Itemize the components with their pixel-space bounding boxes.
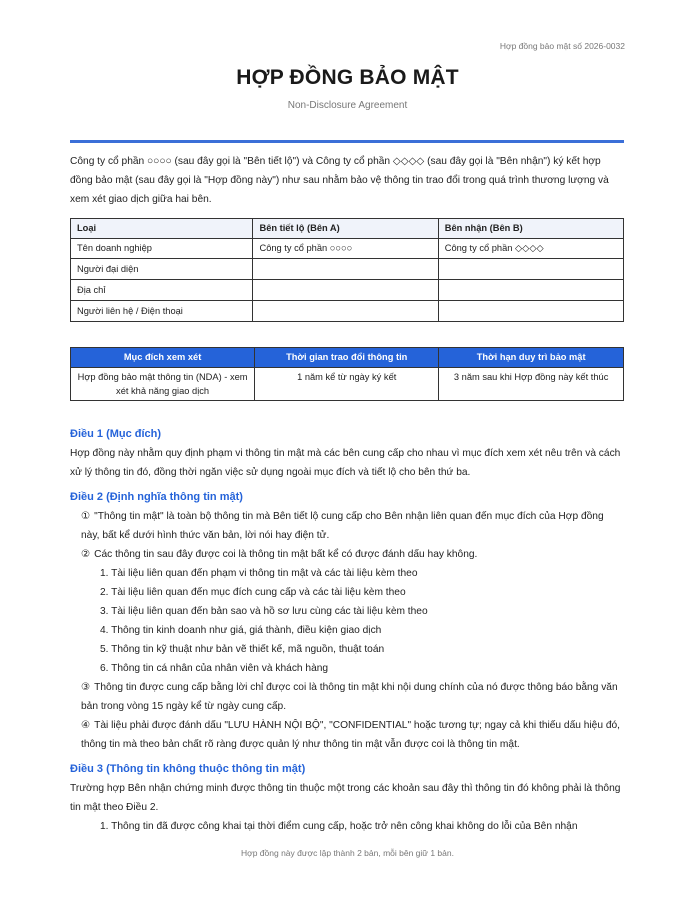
list-item: 1. Tài liệu liên quan đến phạm vi thông tin mật và các tài liệu kèm theo [100, 568, 418, 579]
table-row [71, 301, 624, 322]
clause-number: ③ [81, 682, 91, 693]
table-cell [253, 301, 438, 322]
article-2-clause-2 [70, 545, 624, 564]
table-header-row [71, 348, 624, 368]
table-cell [253, 280, 438, 301]
clause-text: Thông tin được cung cấp bằng lời chỉ được coi là thông tin mật khi nội dung chính của nó được thông báo bằng văn bản trong vòng 15 ngày kể từ ngày cung cấp. [81, 682, 618, 712]
document-number: Hợp đồng bảo mật số 2026-0032 [499, 41, 625, 51]
intro-paragraph: Công ty cổ phần ○○○○ (sau đây gọi là "Bên tiết lộ") và Công ty cổ phần ◇◇◇◇ (sau đây gọi là "Bên nhận") ký kết hợp đồng bảo mật (sau đây gọi là "Hợp đồng này") như sau nhằm bảo vệ thông tin trao đổi trong quá trình thương lượng và xem xét giao dịch giữa hai bên. [70, 156, 609, 205]
list-item: 4. Thông tin kinh doanh như giá, giá thành, điều kiện giao dịch [100, 625, 382, 636]
table-row [71, 259, 624, 280]
header-cell: Mục đích xem xét [71, 348, 255, 368]
clause-number: ① [81, 511, 91, 522]
clause-text: Tài liệu phải được đánh dấu "LƯU HÀNH NỘI BỘ", "CONFIDENTIAL" hoặc tương tự; ngay cả khi thiếu dấu hiệu đó, thông tin mà theo bản chất rõ ràng được quản lý như thông tin mật vẫn được coi là thông tin mật. [81, 720, 620, 750]
table-cell: 1 năm kể từ ngày ký kết [255, 368, 439, 401]
table-cell: Công ty cổ phần ◇◇◇◇ [438, 239, 623, 259]
table-cell [253, 259, 438, 280]
header-cell: Loại [71, 219, 253, 239]
article-2-clause-3 [70, 678, 624, 716]
table-cell: Tên doanh nghiệp [71, 239, 253, 259]
list-item: 6. Thông tin cá nhân của nhân viên và khách hàng [100, 663, 329, 674]
list-item: 5. Thông tin kỹ thuật như bản vẽ thiết kế, mã nguồn, thuật toán [100, 644, 385, 655]
article-1-text: Hợp đồng này nhằm quy định phạm vi thông tin mật mà các bên cung cấp cho nhau vì mục đích xem xét nêu trên và cách xử lý thông tin đó, đồng thời ngăn việc sử dụng ngoài mục đích và tiết lộ cho bên thứ ba. [70, 448, 621, 478]
article-2-clause-4 [70, 716, 624, 754]
header-cell: Bên tiết lộ (Bên A) [253, 219, 438, 239]
clause-text: "Thông tin mật" là toàn bộ thông tin mà Bên tiết lộ cung cấp cho Bên nhận liên quan đến mục đích của Hợp đồng này, bất kể dưới hình thức văn bản, lời nói hay điện tử. [81, 511, 604, 541]
table-cell [438, 280, 623, 301]
article-2-list [70, 564, 624, 678]
list-item: 2. Tài liệu liên quan đến mục đích cung cấp và các tài liệu kèm theo [100, 587, 406, 598]
table-cell [438, 259, 623, 280]
clause-number: ② [81, 549, 91, 560]
table-cell: Công ty cổ phần ○○○○ [253, 239, 438, 259]
clause-number: ④ [81, 720, 91, 731]
header-cell: Thời gian trao đổi thông tin [255, 348, 439, 368]
terms-table [70, 347, 624, 401]
table-cell: Hợp đồng bảo mật thông tin (NDA) - xem xét khả năng giao dịch [71, 368, 255, 401]
table-cell: Địa chỉ [71, 280, 253, 301]
table-cell: Người liên hệ / Điện thoại [71, 301, 253, 322]
article-2-heading: Điều 2 (Định nghĩa thông tin mật) [70, 491, 243, 503]
header-cell: Thời hạn duy trì bảo mật [439, 348, 624, 368]
table-header-row [71, 219, 624, 239]
clause-text: Các thông tin sau đây được coi là thông tin mật bất kể có được đánh dấu hay không. [94, 549, 478, 560]
header-divider [70, 140, 624, 143]
document-title: HỢP ĐỒNG BẢO MẬT [236, 66, 459, 89]
header-cell: Bên nhận (Bên B) [438, 219, 623, 239]
article-3-list [70, 817, 624, 836]
document-subtitle: Non-Disclosure Agreement [287, 100, 408, 111]
table-cell [438, 301, 623, 322]
table-cell: 3 năm sau khi Hợp đồng này kết thúc [439, 368, 624, 401]
table-row [71, 239, 624, 259]
article-3-text: Trường hợp Bên nhận chứng minh được thông tin thuộc một trong các khoản sau đây thì thông tin đó không phải là thông tin mật theo Điều 2. [70, 783, 621, 813]
list-item: 3. Tài liệu liên quan đến bản sao và hồ sơ lưu cùng các tài liệu kèm theo [100, 606, 428, 617]
document-body [70, 152, 624, 836]
list-item: 1. Thông tin đã được công khai tại thời điểm cung cấp, hoặc trở nên công khai không do lỗi của Bên nhận [100, 821, 578, 832]
table-row [71, 280, 624, 301]
table-cell: Người đại diện [71, 259, 253, 280]
article-3-heading: Điều 3 (Thông tin không thuộc thông tin mật) [70, 763, 306, 775]
article-1-heading: Điều 1 (Mục đích) [70, 428, 162, 440]
table-row [71, 368, 624, 401]
article-2-clause-1 [70, 507, 624, 545]
parties-table [70, 218, 624, 322]
page-footer: Hợp đồng này được lập thành 2 bản, mỗi bên giữ 1 bản. [241, 848, 454, 858]
